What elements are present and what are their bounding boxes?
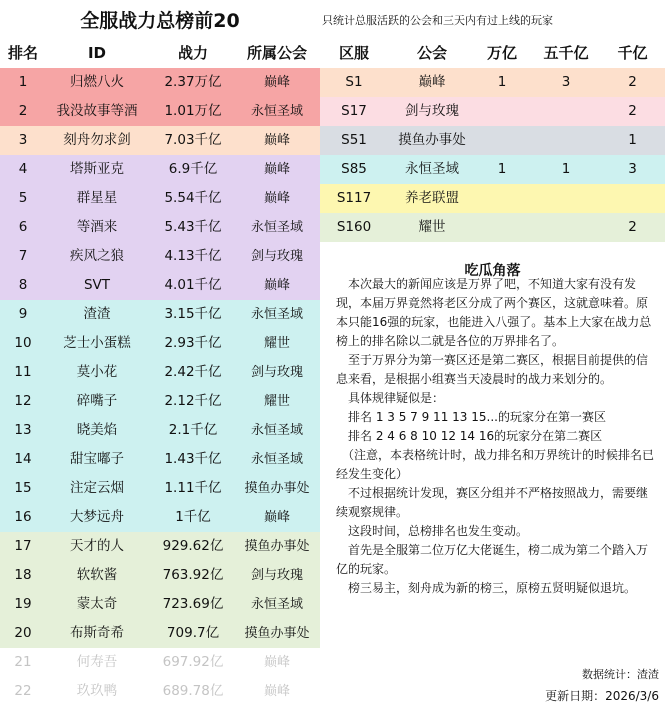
guild-cell: 剑与玫瑰	[250, 365, 303, 380]
wanyi-count-cell	[476, 213, 528, 242]
header-wuqianyi: 五千亿	[543, 44, 589, 62]
player-id-cell: 注定云烟	[70, 480, 124, 496]
rank-cell: 2	[18, 103, 28, 119]
player-id-cell: 归燃八火	[70, 74, 124, 90]
power-cell: 723.69亿	[162, 596, 224, 612]
guild-cell: 永恒圣域	[250, 452, 303, 467]
header-server: 区服	[338, 44, 369, 62]
power-cell: 1.43千亿	[164, 451, 222, 467]
power-cell: 6.9千亿	[168, 161, 218, 177]
rank-cell: 17	[14, 538, 32, 554]
gossip-paragraph: 本次最大的新闻应该是万界了吧，不知道大家有没有发现，本届万界竟然将老区分成了两个赛区，这就意味着。原本只能16强的玩家，也能进入八强了。基本上大家在战力总榜上的排名除以二就是各位的万界排名了。	[336, 277, 652, 348]
power-cell: 5.54千亿	[164, 190, 222, 206]
server-cell: S17	[341, 103, 367, 119]
player-id-cell: 甜宝嘟子	[70, 451, 124, 467]
guild-cell: 巅峰	[263, 191, 290, 206]
player-id-cell: 塔斯亚克	[70, 161, 124, 177]
power-cell: 5.43千亿	[164, 219, 222, 235]
guild-cell: 永恒圣域	[250, 307, 303, 322]
ranking-row	[0, 155, 320, 184]
guild-cell: 剑与玫瑰	[250, 568, 303, 583]
ranking-row	[0, 416, 320, 445]
guild-cell: 巅峰	[263, 510, 290, 525]
ranking-row	[0, 358, 320, 387]
power-cell: 1千亿	[175, 509, 211, 525]
guild-cell: 摸鱼办事处	[244, 539, 310, 554]
ranking-table-header	[0, 39, 320, 68]
rank-cell: 18	[14, 567, 32, 583]
gossip-title: 吃瓜角落	[464, 263, 521, 279]
server-row	[320, 213, 665, 242]
wanyi-count-cell	[476, 184, 528, 213]
rank-cell: 13	[14, 422, 32, 438]
rank-cell: 12	[14, 393, 32, 409]
player-id-cell: SVT	[83, 277, 111, 293]
header-wanyi: 万亿	[486, 44, 517, 62]
guild-cell: 永恒圣域	[250, 220, 303, 235]
rank-cell: 11	[14, 364, 32, 380]
ranking-row	[0, 648, 320, 677]
player-id-cell: 芝士小蛋糕	[63, 335, 131, 351]
ranking-row	[0, 445, 320, 474]
rank-cell: 15	[14, 480, 32, 496]
guild-cell: 永恒圣域	[250, 597, 303, 612]
wanyi-count-cell: 1	[497, 161, 507, 177]
gossip-paragraph: 不过根据统计发现，赛区分组并不严格按照战力，需要继续观察规律。	[336, 486, 649, 519]
power-cell: 1.11千亿	[164, 480, 222, 496]
power-cell: 689.78亿	[162, 683, 224, 699]
power-cell: 2.93千亿	[164, 335, 222, 351]
server-summary-table	[320, 39, 665, 242]
qianyi-count-cell: 1	[628, 132, 637, 148]
wanyi-count-cell: 1	[497, 74, 507, 90]
rank-cell: 9	[18, 306, 28, 322]
rank-cell: 4	[18, 161, 28, 177]
power-cell: 7.03千亿	[164, 132, 222, 148]
qianyi-count-cell: 2	[628, 103, 637, 119]
header-guild: 所属公会	[246, 44, 307, 62]
ranking-row	[0, 590, 320, 619]
player-id-cell: 疾风之狼	[70, 248, 124, 264]
power-cell: 4.01千亿	[164, 277, 222, 293]
ranking-row	[0, 503, 320, 532]
player-id-cell: 玖玖鸭	[76, 683, 118, 699]
gossip-paragraph: 至于万界分为第一赛区还是第二赛区，根据目前提供的信息来看，是根据小组赛当天凌晨时的战力来划分的。	[336, 353, 649, 386]
wuqianyi-count-cell	[528, 97, 604, 126]
player-id-cell: 群星星	[76, 190, 118, 206]
wuqianyi-count-cell	[528, 213, 604, 242]
server-cell: S160	[336, 219, 372, 235]
guild-cell: 巅峰	[263, 75, 290, 90]
ranking-row	[0, 68, 320, 97]
player-id-cell: 莫小花	[76, 364, 118, 380]
server-row	[320, 126, 665, 155]
player-id-cell: 我没故事等酒	[56, 103, 138, 119]
server-row	[320, 97, 665, 126]
qianyi-count-cell: 3	[628, 161, 637, 177]
rank-cell: 22	[14, 683, 32, 699]
player-id-cell: 晓美焰	[76, 422, 118, 438]
guild-cell: 巅峰	[263, 655, 290, 670]
power-cell: 2.37万亿	[164, 74, 222, 90]
guild-cell: 摸鱼办事处	[244, 626, 310, 641]
guild-cell: 耀世	[263, 394, 290, 409]
rank-cell: 20	[14, 625, 32, 641]
player-id-cell: 渣渣	[83, 306, 111, 322]
ranking-row	[0, 677, 320, 706]
server-guild-cell: 摸鱼办事处	[398, 132, 466, 148]
power-cell: 3.15千亿	[164, 306, 222, 322]
gossip-paragraph: （注意，本表格统计时，战力排名和万界统计的时候排名已经发生变化）	[336, 448, 655, 481]
power-cell: 2.1千亿	[168, 422, 218, 438]
wuqianyi-count-cell: 3	[561, 74, 571, 90]
power-cell: 697.92亿	[162, 654, 224, 670]
server-row	[320, 184, 665, 213]
player-id-cell: 布斯奇希	[70, 625, 124, 641]
ranking-row	[0, 474, 320, 503]
wuqianyi-count-cell	[528, 126, 604, 155]
player-id-cell: 何寿吾	[76, 654, 118, 670]
footer-update-date: 更新日期：2026/3/6	[545, 689, 659, 703]
guild-cell: 巅峰	[263, 162, 290, 177]
server-cell: S1	[345, 74, 363, 90]
guild-cell: 永恒圣域	[250, 423, 303, 438]
guild-cell: 永恒圣域	[250, 104, 303, 119]
server-guild-cell: 养老联盟	[405, 190, 459, 206]
server-row	[320, 155, 665, 184]
gossip-paragraph: 具体规律疑似是：	[336, 391, 445, 405]
guild-cell: 巅峰	[263, 133, 290, 148]
power-cell: 4.13千亿	[164, 248, 222, 264]
header-power: 战力	[177, 44, 208, 62]
ranking-row	[0, 97, 320, 126]
gossip-paragraph: 首先是全服第二位万亿大佬诞生，榜二成为第二个踏入万亿的玩家。	[336, 543, 649, 576]
footer-stat-credit: 数据统计：渣渣	[582, 668, 659, 681]
player-id-cell: 碎嘴子	[76, 393, 118, 409]
power-cell: 763.92亿	[162, 567, 224, 583]
rank-cell: 14	[14, 451, 32, 467]
server-guild-cell: 剑与玫瑰	[405, 103, 459, 119]
header-id: ID	[87, 44, 107, 62]
power-ranking-table	[0, 39, 320, 706]
header-rank: 排名	[7, 44, 38, 62]
page-title: 全服战力总榜前20	[80, 10, 240, 32]
rank-cell: 6	[18, 219, 28, 235]
ranking-row	[0, 213, 320, 242]
ranking-row	[0, 271, 320, 300]
server-cell: S85	[341, 161, 367, 177]
gossip-body	[336, 275, 658, 598]
server-cell: S51	[341, 132, 367, 148]
wanyi-count-cell	[476, 126, 528, 155]
header-qianyi: 千亿	[617, 44, 648, 62]
player-id-cell: 大梦远舟	[70, 509, 124, 525]
ranking-row	[0, 126, 320, 155]
wanyi-count-cell	[476, 97, 528, 126]
server-guild-cell: 巅峰	[418, 74, 446, 90]
rank-cell: 3	[18, 132, 28, 148]
ranking-row	[0, 561, 320, 590]
guild-cell: 巅峰	[263, 278, 290, 293]
power-cell: 709.7亿	[166, 625, 220, 641]
guild-cell: 摸鱼办事处	[244, 481, 310, 496]
power-cell: 1.01万亿	[164, 103, 222, 119]
power-cell: 929.62亿	[162, 538, 224, 554]
guild-cell: 巅峰	[263, 684, 290, 699]
rank-cell: 10	[14, 335, 32, 351]
rank-cell: 19	[14, 596, 32, 612]
server-guild-cell: 耀世	[418, 219, 446, 235]
ranking-row	[0, 329, 320, 358]
player-id-cell: 刻舟勿求剑	[63, 132, 131, 148]
ranking-row	[0, 242, 320, 271]
player-id-cell: 等酒来	[76, 219, 118, 235]
rank-cell: 21	[14, 654, 32, 670]
ranking-row	[0, 619, 320, 648]
wuqianyi-count-cell	[528, 184, 604, 213]
rank-cell: 5	[18, 190, 28, 206]
player-id-cell: 天才的人	[70, 538, 124, 554]
player-id-cell: 软软酱	[76, 567, 118, 583]
guild-cell: 耀世	[263, 336, 290, 351]
header-server-guild: 公会	[416, 44, 447, 62]
qianyi-count-cell	[604, 184, 661, 213]
player-id-cell: 蒙太奇	[76, 596, 118, 612]
server-guild-cell: 永恒圣域	[405, 161, 459, 177]
server-row	[320, 68, 665, 97]
power-cell: 2.12千亿	[164, 393, 222, 409]
ranking-row	[0, 184, 320, 213]
rank-cell: 7	[18, 248, 28, 264]
power-cell: 2.42千亿	[164, 364, 222, 380]
ranking-row	[0, 387, 320, 416]
rank-cell: 1	[18, 74, 28, 90]
page-subtitle: 只统计总服活跃的公会和三天内有过上线的玩家	[322, 14, 553, 27]
gossip-paragraph: 排名 2 4 6 8 10 12 14 16的玩家分在第二赛区	[336, 429, 603, 443]
ranking-row	[0, 300, 320, 329]
ranking-row	[0, 532, 320, 561]
qianyi-count-cell: 2	[628, 74, 637, 90]
guild-cell: 剑与玫瑰	[250, 249, 303, 264]
gossip-paragraph: 榜三易主，刻舟成为新的榜三，原榜五贤明疑似退坑。	[336, 581, 637, 595]
gossip-paragraph: 排名 1 3 5 7 9 11 13 15...的玩家分在第一赛区	[336, 410, 606, 424]
rank-cell: 8	[18, 277, 28, 293]
server-cell: S117	[336, 190, 372, 206]
server-table-header	[320, 39, 665, 68]
rank-cell: 16	[14, 509, 32, 525]
qianyi-count-cell: 2	[628, 219, 637, 235]
wuqianyi-count-cell: 1	[561, 161, 571, 177]
gossip-paragraph: 这段时间，总榜排名也发生变动。	[336, 524, 529, 538]
